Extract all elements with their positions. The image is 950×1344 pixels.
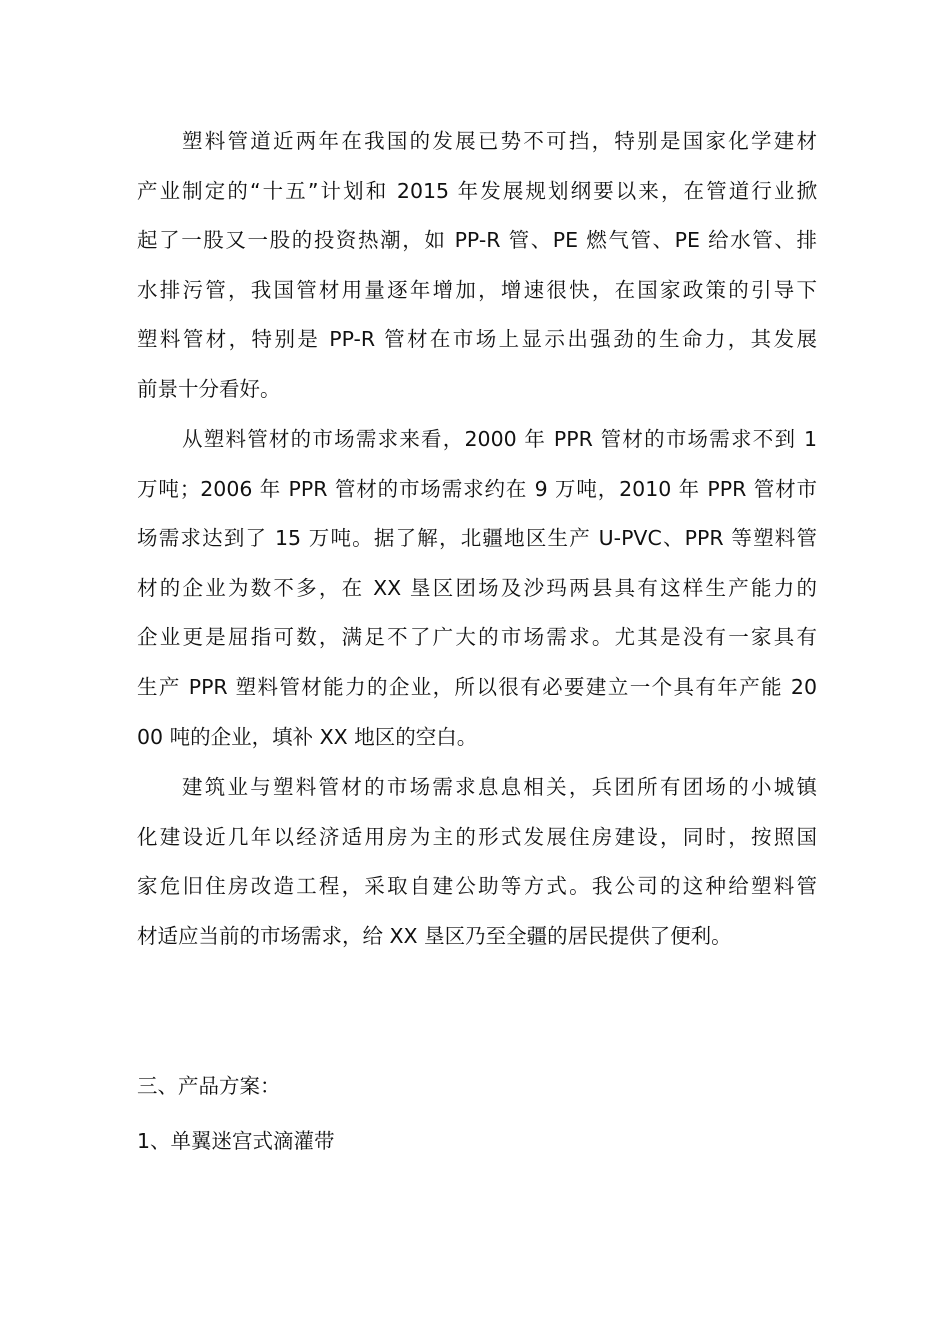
- paragraph-line: 场需求达到了 15 万吨。据了解，北疆地区生产 U-PVC、PPR 等塑料管: [137, 526, 817, 551]
- item-heading: 1、单翼迷宫式滴灌带: [137, 1129, 335, 1153]
- paragraph-line: 产业制定的“十五”计划和 2015 年发展规划纲要以来，在管道行业掀: [137, 178, 817, 203]
- paragraph-line: 企业更是屈指可数，满足不了广大的市场需求。尤其是没有一家具有: [137, 625, 817, 650]
- paragraph-line: 塑料管道近两年在我国的发展已势不可挡，特别是国家化学建材: [182, 129, 817, 153]
- paragraph-line: 起了一股又一股的投资热潮，如 PP-R 管、PE 燃气管、PE 给水管、排: [137, 228, 817, 253]
- paragraph-line: 塑料管材，特别是 PP-R 管材在市场上显示出强劲的生命力，其发展: [137, 327, 817, 352]
- paragraph-line: 材适应当前的市场需求，给 XX 垦区乃至全疆的居民提供了便利。: [137, 923, 732, 948]
- section-heading: 三、产品方案：: [137, 1074, 281, 1098]
- paragraph-construction-demand: [137, 763, 817, 961]
- paragraph-line: 生产 PPR 塑料管材能力的企业，所以很有必要建立一个具有年产能 20: [137, 674, 817, 699]
- paragraph-market-development: [137, 117, 817, 415]
- paragraph-line: 建筑业与塑料管材的市场需求息息相关，兵团所有团场的小城镇: [182, 775, 817, 799]
- paragraph-line: 前景十分看好。: [137, 376, 281, 401]
- paragraph-line: 水排污管，我国管材用量逐年增加，增速很快，在国家政策的引导下: [137, 277, 817, 302]
- paragraph-line: 00 吨的企业，填补 XX 地区的空白。: [137, 724, 478, 749]
- paragraph-line: 从塑料管材的市场需求来看，2000 年 PPR 管材的市场需求不到 1: [182, 427, 817, 451]
- paragraph-line: 家危旧住房改造工程，采取自建公助等方式。我公司的这种给塑料管: [137, 874, 817, 899]
- paragraph-line: 材的企业为数不多，在 XX 垦区团场及沙玛两县具有这样生产能力的: [137, 575, 817, 600]
- paragraph-line: 万吨；2006 年 PPR 管材的市场需求约在 9 万吨，2010 年 PPR 管材市: [137, 476, 817, 501]
- paragraph-market-demand: [137, 415, 817, 762]
- paragraph-line: 化建设近几年以经济适用房为主的形式发展住房建设，同时，按照国: [137, 824, 817, 849]
